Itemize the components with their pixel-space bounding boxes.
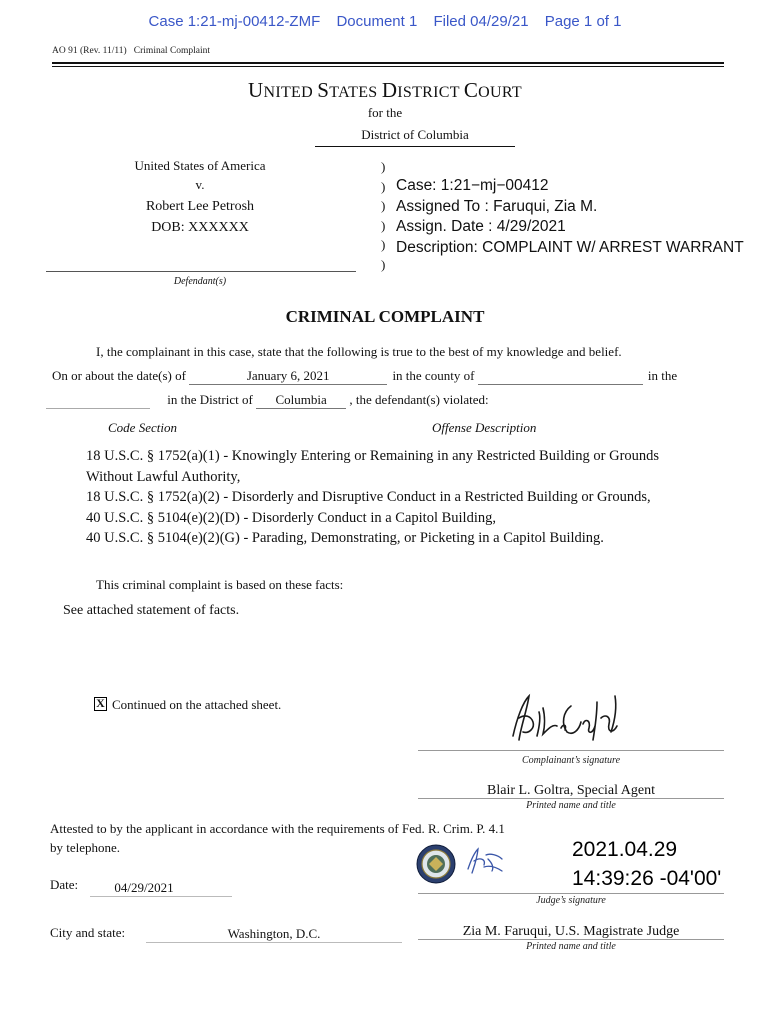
case-line: Case: 1:21−mj−00412 [396, 177, 549, 194]
stamp-time: 14:39:26 -04'00' [572, 867, 722, 890]
complainant-signature-label: Complainant’s signature [521, 755, 621, 766]
complainant-name-line [418, 798, 724, 799]
assigned-to: Assigned To : Faruqui, Zia M. [396, 197, 598, 215]
paren-column: ) ) ) ) ) ) [381, 159, 386, 272]
facts-text: See attached statement of facts. [63, 603, 240, 618]
defendant-label: Defendant(s) [173, 276, 227, 287]
city-label: City and state: [50, 925, 126, 940]
attestation-date: 04/29/2021 [90, 880, 232, 897]
offense-date: January 6, 2021 [189, 368, 387, 385]
judge-name: Zia M. Faruqui, U.S. Magistrate Judge [462, 924, 680, 939]
offense-description-label: Offense Description [432, 420, 537, 435]
versus: v. [195, 177, 205, 192]
city-state: Washington, D.C. [146, 926, 402, 943]
blank-field [46, 392, 150, 409]
district-field: Columbia [256, 392, 346, 409]
offense-item: 40 U.S.C. § 5104(e)(2)(G) - Parading, Demonstrating, or Picketing in a Capitol Building. [86, 530, 604, 546]
defendant-name: Robert Lee Petrosh [145, 199, 255, 214]
plaintiff: United States of America [134, 158, 266, 173]
case-assignment [396, 176, 744, 258]
county-field [478, 368, 643, 385]
complainant-name: Blair L. Goltra, Special Agent [487, 783, 655, 798]
continued-label: Continued on the attached sheet. [112, 697, 282, 712]
date-label: Date: [50, 877, 79, 892]
case-number: Case 1:21-mj-00412-ZMF [148, 13, 321, 30]
stamp-date: 2021.04.29 [572, 838, 678, 861]
complainant-printed-label: Printed name and title [526, 800, 616, 811]
offense-list [86, 446, 659, 549]
code-section-label: Code Section [108, 420, 177, 435]
judge-signature-line [418, 893, 724, 894]
filing-header [0, 13, 770, 30]
district-name: District of Columbia [361, 127, 469, 142]
offense-item: Without Lawful Authority, [86, 468, 241, 485]
district-line: in the District of Columbia , the defendant(s) violated: [46, 392, 489, 409]
filed-date: Filed 04/29/21 [433, 13, 529, 30]
page-number: Page 1 of 1 [544, 13, 622, 30]
attestation-text: Attested to by the applicant in accordance with the requirements of Fed. R. Crim. P. 4.1 by telephone. [50, 821, 505, 855]
district-block [0, 126, 770, 147]
digital-signature-stamp [572, 835, 721, 893]
complaint-intro: I, the complainant in this case, state that the following is true to the best of my knowledge and belief. [96, 344, 622, 359]
judge-signature-image [464, 845, 506, 877]
court-title: UNITED STATES DISTRICT COURT [248, 78, 522, 102]
court-seal-icon [416, 843, 456, 885]
complaint-heading: CRIMINAL COMPLAINT [285, 307, 485, 326]
judge-printed-label: Printed name and title [526, 941, 616, 952]
for-the: for the [367, 105, 403, 120]
complainant-signature-image [505, 688, 640, 750]
assign-date: Assign. Date : 4/29/2021 [396, 218, 566, 235]
judge-name-line [418, 939, 724, 940]
judge-signature-label: Judge’s signature [536, 895, 606, 906]
top-rule [52, 62, 724, 64]
complainant-signature-line [418, 750, 724, 751]
form-id: AO 91 (Rev. 11/11) Criminal Complaint [52, 46, 211, 56]
offense-item: 18 U.S.C. § 1752(a)(2) - Disorderly and Disruptive Conduct in a Restricted Building or Grounds, [86, 489, 651, 505]
offense-item: 40 U.S.C. § 5104(e)(2)(D) - Disorderly Conduct in a Capitol Building, [86, 509, 496, 526]
offense-item: 18 U.S.C. § 1752(a)(1) - Knowingly Entering or Remaining in any Restricted Building or Grounds [86, 448, 660, 464]
top-rule-thin [52, 66, 724, 67]
case-description: Description: COMPLAINT W/ ARREST WARRANT [396, 238, 744, 256]
defendant-line [46, 271, 356, 272]
document-number: Document 1 [336, 13, 418, 30]
date-line: On or about the date(s) of January 6, 2021 in the county of in the [52, 368, 678, 383]
continued-checkbox: X [94, 697, 107, 711]
defendant-dob: DOB: XXXXXX [151, 220, 249, 235]
facts-intro: This criminal complaint is based on these facts: [96, 577, 344, 592]
